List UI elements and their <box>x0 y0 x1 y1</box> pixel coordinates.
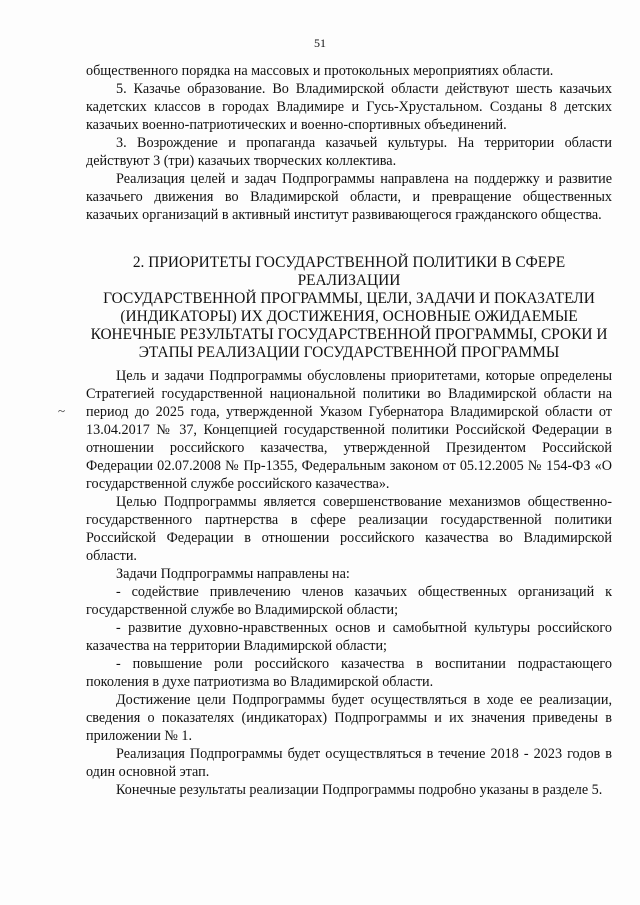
paragraph: Целью Подпрограммы является совершенствование механизмов общественно-государственного партнерства в сфере реализации государственной политики Российской Федерации в отношении российского казачества во Владимирской области. <box>86 494 612 564</box>
paragraph: Задачи Подпрограммы направлены на: <box>116 566 350 582</box>
list-item: - содействие привлечению членов казачьих общественных организаций к государственной службе во Владимирской области; <box>86 584 612 618</box>
paragraph: Достижение цели Подпрограммы будет осуществляться в ходе ее реализации, сведения о показателях (индикаторах) Подпрограммы и их значения приведены в приложении № 1. <box>86 692 612 744</box>
paragraph: 5. Казачье образование. Во Владимирской области действуют шесть казачьих кадетских классов в городах Владимире и Гусь-Хрустальном. Созданы 8 детских казачьих военно-патриотических и военно-спортивных объединений. <box>86 81 612 133</box>
heading-line: 2. ПРИОРИТЕТЫ ГОСУДАРСТВЕННОЙ ПОЛИТИКИ В СФЕРЕ РЕАЛИЗАЦИИ <box>132 254 566 289</box>
section-heading <box>86 254 612 362</box>
paragraph: Реализация целей и задач Подпрограммы направлена на поддержку и развитие казачьего движения во Владимирской области, и превращение общественных казачьих организаций в активный институт развивающегося гражданского общества. <box>86 171 612 223</box>
paragraph: общественного порядка на массовых и протокольных мероприятиях области. <box>86 63 554 79</box>
list-item: - развитие духовно-нравственных основ и самобытной культуры российского казачества на территории Владимирской области; <box>86 620 612 654</box>
heading-line: ЭТАПЫ РЕАЛИЗАЦИИ ГОСУДАРСТВЕННОЙ ПРОГРАММЫ <box>138 344 560 361</box>
paragraph: Конечные результаты реализации Подпрограммы подробно указаны в разделе 5. <box>116 782 603 798</box>
page-content <box>86 62 612 799</box>
heading-line: ГОСУДАРСТВЕННОЙ ПРОГРАММЫ, ЦЕЛИ, ЗАДАЧИ И ПОКАЗАТЕЛИ <box>103 290 595 307</box>
page-number: 51 <box>314 36 326 50</box>
heading-line: КОНЕЧНЫЕ РЕЗУЛЬТАТЫ ГОСУДАРСТВЕННОЙ ПРОГРАММЫ, СРОКИ И <box>90 326 608 343</box>
paragraph: Цель и задачи Подпрограммы обусловлены приоритетами, которые определены Стратегией государственной национальной политики во Владимирской области на период до 2025 года, утвержденной Указом Губернатора Владимирской области от 13.04.2017 № 37, Концепцией государственной политики Российской Федерации в отношении российского казачества, утвержденной Президентом Российской Федерации 02.07.2008 № Пр-1355, Федеральным законом от 05.12.2005 № 154-ФЗ «О государственной службе российского казачества». <box>86 368 612 492</box>
heading-line: (ИНДИКАТОРЫ) ИХ ДОСТИЖЕНИЯ, ОСНОВНЫЕ ОЖИДАЕМЫЕ <box>120 308 578 325</box>
margin-mark: ~ <box>58 403 66 418</box>
list-item: - повышение роли российского казачества в воспитании подрастающего поколения в духе патриотизма во Владимирской области. <box>86 656 612 690</box>
paragraph: 3. Возрождение и пропаганда казачьей культуры. На территории области действуют 3 (три) казачьих творческих коллектива. <box>86 135 612 169</box>
paragraph: Реализация Подпрограммы будет осуществляться в течение 2018 - 2023 годов в один основной этап. <box>86 746 612 780</box>
